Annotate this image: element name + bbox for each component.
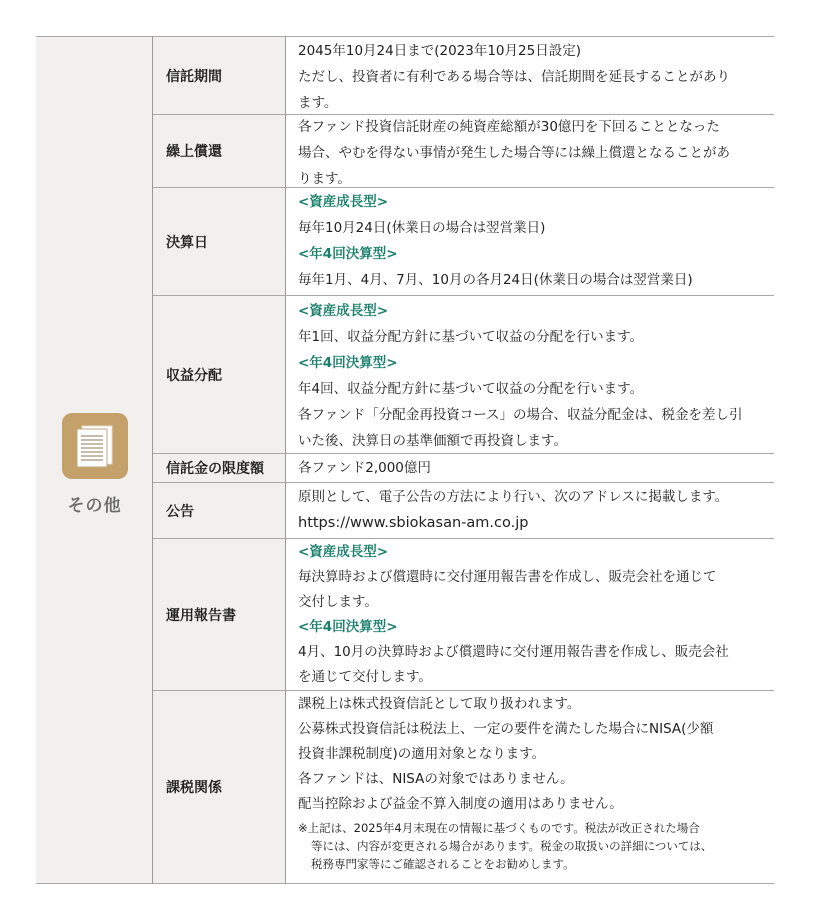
- note-line: 等には、内容が変更される場合があります。税金の取扱いの詳細については、: [311, 839, 713, 853]
- row-label: 信託期間: [153, 37, 286, 114]
- text-line: 公募株式投資信託は税法上、一定の要件を満たした場合にNISA(少額: [298, 721, 714, 737]
- row-label: 繰上償還: [153, 115, 286, 187]
- note-line: 税務専門家等にご確認されることをお勧めします。: [311, 857, 575, 871]
- text-line: 4月、10月の決算時および償還時に交付運用報告書を作成し、販売会社: [298, 644, 729, 660]
- row-label: 収益分配: [153, 296, 286, 453]
- row-label: 運用報告書: [153, 539, 286, 690]
- row-value: [298, 692, 768, 873]
- row-label: 公告: [153, 483, 286, 538]
- notice-url[interactable]: https://www.sbiokasan-am.co.jp: [298, 515, 529, 531]
- text-line: 投資非課税制度)の適用対象となります。: [298, 746, 546, 762]
- row-settlement-date: [153, 187, 774, 295]
- row-label: 決算日: [153, 188, 286, 295]
- note-line: ※上記は、2025年4月末現在の情報に基づくものです。税法が改正された場合: [298, 821, 700, 835]
- category-label: その他: [67, 496, 122, 516]
- fund-info-table: [36, 36, 774, 884]
- text-line: 原則として、電子公告の方法により行い、次のアドレスに掲載します。: [298, 489, 729, 505]
- row-public-notice: [153, 482, 774, 538]
- text-line: を通じて交付します。: [298, 669, 432, 685]
- text-line: ただし、投資者に有利である場合等は、信託期間を延長することがあり: [298, 69, 730, 85]
- row-distribution: [153, 295, 774, 453]
- text-line: 年4回、収益分配方針に基づいて収益の分配を行います。: [298, 381, 644, 397]
- row-trust-limit: [153, 453, 774, 482]
- text-line: 各ファンドは、NISAの対象ではありません。: [298, 771, 574, 787]
- subheading: <資産成長型>: [298, 303, 389, 319]
- subheading: <資産成長型>: [298, 194, 389, 210]
- text-line: 各ファンド「分配金再投資コース」の場合、収益分配金は、税金を差し引: [298, 407, 743, 423]
- subheading: <資産成長型>: [298, 544, 389, 560]
- row-value: [298, 484, 768, 536]
- row-early-redemption: [153, 114, 774, 187]
- category-column: [36, 36, 153, 884]
- row-management-report: [153, 538, 774, 690]
- row-label: 課税関係: [153, 691, 286, 883]
- row-value: [298, 114, 768, 192]
- text-line: 交付します。: [298, 594, 378, 610]
- text-line: 課税上は株式投資信託として取り扱われます。: [298, 696, 581, 712]
- text-line: 場合、やむを得ない事情が発生した場合等には繰上償還となることがあ: [298, 145, 730, 161]
- text-line: 各ファンド投資信託財産の純資産総額が30億円を下回ることとなった: [298, 119, 720, 135]
- text-line: 年1回、収益分配方針に基づいて収益の分配を行います。: [298, 329, 644, 345]
- text-line: ます。: [298, 95, 338, 111]
- row-value: [298, 189, 768, 293]
- subheading: <年4回決算型>: [298, 619, 398, 635]
- tax-note: [298, 819, 768, 873]
- text-line: 2045年10月24日まで(2023年10月25日設定): [298, 43, 581, 59]
- text-line: 毎年1月、4月、7月、10月の各月24日(休業日の場合は翌営業日): [298, 272, 693, 288]
- subheading: <年4回決算型>: [298, 355, 398, 371]
- row-value: [298, 298, 768, 454]
- row-trust-period: [153, 36, 774, 114]
- row-value: [298, 38, 768, 116]
- row-taxation: [153, 690, 774, 884]
- text-line: 毎決算時および償還時に交付運用報告書を作成し、販売会社を通じて: [298, 569, 717, 585]
- text-line: 毎年10月24日(休業日の場合は翌営業日): [298, 220, 546, 236]
- text-line: ります。: [298, 171, 351, 187]
- row-label: 信託金の限度額: [153, 454, 286, 482]
- row-value: [298, 455, 768, 481]
- text-line: 各ファンド2,000億円: [298, 460, 431, 476]
- row-value: [298, 540, 768, 690]
- document-icon: [62, 413, 128, 479]
- subheading: <年4回決算型>: [298, 246, 398, 262]
- text-line: いた後、決算日の基準価額で再投資します。: [298, 433, 567, 449]
- text-line: 配当控除および益金不算入制度の適用はありません。: [298, 796, 623, 812]
